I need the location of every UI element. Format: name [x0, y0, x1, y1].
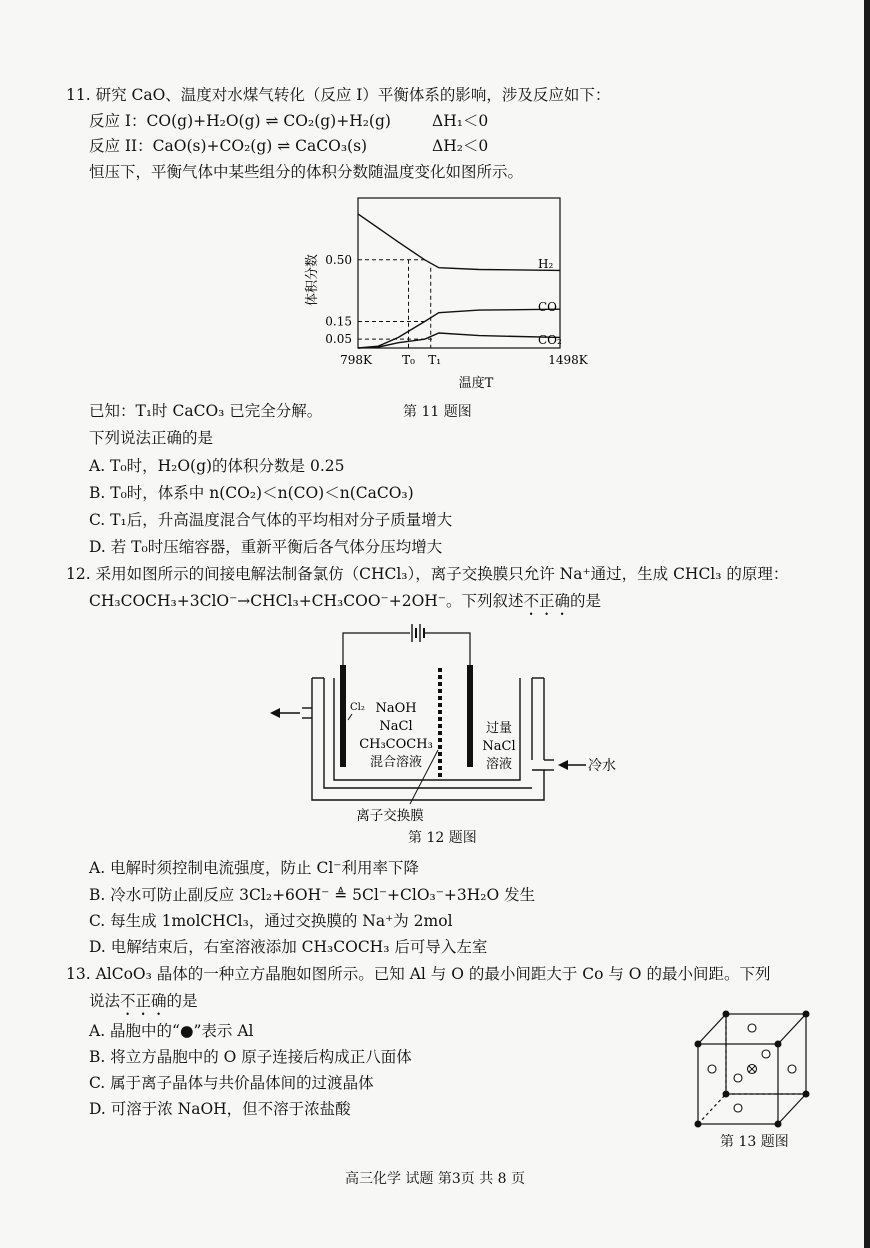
q11-reaction-1: 反应 I：CO(g)+H₂O(g) ⇌ CO₂(g)+H₂(g) — [89, 112, 391, 130]
q13-option-a: A. 晶胞中的“●”表示 Al — [89, 1022, 254, 1040]
q13-unit-cell — [688, 1008, 818, 1128]
chart-ylabel: 体积分数 — [305, 253, 320, 307]
y-tick-label: 0.15 — [325, 314, 352, 329]
q11-option-a: A. T₀时，H₂O(g)的体积分数是 0.25 — [89, 457, 345, 475]
q13-option-c: C. 属于离子晶体与共价晶体间的过渡晶体 — [89, 1074, 374, 1092]
q12-option-a: A. 电解时须控制电流强度，防止 Cl⁻利用率下降 — [89, 859, 419, 877]
left-chamber-line-2: NaCl — [379, 719, 413, 734]
series-co-line — [358, 309, 560, 348]
q11-reaction-2: 反应 II：CaO(s)+CO₂(g) ⇌ CaCO₃(s) — [89, 137, 368, 155]
body-center-atom — [748, 1065, 757, 1074]
q11-stem: 11. 研究 CaO、温度对水煤气转化（反应 I）平衡体系的影响，涉及反应如下： — [66, 86, 611, 104]
emphasis-not-correct: 不正确 — [120, 992, 167, 1010]
q12-apparatus — [262, 620, 632, 825]
left-chamber-line-4: 混合溶液 — [369, 755, 423, 770]
q11-reaction-1-dh: ΔH₁＜0 — [432, 112, 489, 130]
y-tick-label: 0.50 — [325, 252, 352, 267]
cathode — [467, 665, 473, 767]
emphasis-not-correct: 不正确 — [523, 592, 571, 610]
q12-stem-2: CH₃COCH₃+3ClO⁻→CHCl₃+CH₃COO⁻+2OH⁻。下列叙述不正确的是 — [89, 592, 602, 610]
q12-option-c: C. 每生成 1molCHCl₃，通过交换膜的 Na⁺为 2mol — [89, 912, 453, 930]
x-tick-label: T₁ — [428, 353, 442, 367]
right-chamber-line-3: 溶液 — [485, 757, 513, 772]
series-label: CO — [538, 300, 558, 314]
circuit-wire — [343, 633, 410, 665]
q11-description: 恒压下，平衡气体中某些组分的体积分数随温度变化如图所示。 — [89, 163, 524, 181]
series-label: CO₂ — [538, 333, 562, 347]
x-tick-label: 798K — [340, 353, 372, 367]
membrane-label: 离子交换膜 — [356, 808, 424, 824]
q11-known: 已知：T₁时 CaCO₃ 已完全分解。 — [89, 402, 323, 420]
q12-option-b: B. 冷水可防止副反应 3Cl₂+6OH⁻ ≜ 5Cl⁻+ClO₃⁻+3H₂O 发生 — [89, 886, 536, 904]
q13-option-b: B. 将立方晶胞中的 O 原子连接后构成正八面体 — [89, 1048, 412, 1066]
cold-water-label: 冷水 — [588, 758, 616, 774]
q11-ask: 下列说法正确的是 — [89, 429, 214, 447]
q12-stem-1: 12. 采用如图所示的间接电解法制备氯仿（CHCl₃），离子交换膜只允许 Na⁺通过，生成 CHCl₃ 的原理： — [66, 565, 789, 583]
chart-xlabel: 温度T — [458, 376, 494, 391]
q11-figure-caption: 第 11 题图 — [403, 404, 472, 420]
series-h2-line — [358, 214, 560, 271]
q13-stem-1: 13. AlCoO₃ 晶体的一种立方晶胞如图所示。已知 Al 与 O 的最小间距大于 Co 与 O 的最小间距。下列 — [66, 965, 771, 983]
left-chamber-line-3: CH₃COCH₃ — [359, 737, 433, 752]
anode — [340, 665, 346, 767]
left-chamber-line-1: NaOH — [375, 701, 417, 716]
y-tick-label: 0.05 — [325, 332, 352, 347]
x-tick-label: 1498K — [548, 353, 588, 367]
scan-edge — [864, 0, 870, 1248]
right-chamber-line-2: NaCl — [482, 739, 516, 754]
page-footer: 高三化学 试题 第3页 共 8 页 — [344, 1171, 526, 1187]
series-label: H₂ — [538, 257, 554, 271]
right-chamber-line-1: 过量 — [485, 721, 513, 736]
q11-option-c: C. T₁后，升高温度混合气体的平均相对分子质量增大 — [89, 511, 453, 529]
q13-stem-2: 说法不正确的是 — [89, 992, 198, 1010]
q11-chart — [290, 190, 600, 395]
q13-figure-caption: 第 13 题图 — [720, 1134, 789, 1150]
q12-option-d: D. 电解结束后，右室溶液添加 CH₃COCH₃ 后可导入左室 — [89, 938, 488, 956]
q11-option-d: D. 若 T₀时压缩容器，重新平衡后各气体分压均增大 — [89, 538, 443, 556]
q11-option-b: B. T₀时，体系中 n(CO₂)＜n(CO)＜n(CaCO₃) — [89, 484, 414, 502]
series-co2-line — [358, 333, 560, 348]
chart-frame — [358, 198, 560, 348]
q11-reaction-2-dh: ΔH₂＜0 — [432, 137, 489, 155]
cl2-label: Cl₂ — [350, 702, 365, 713]
q13-option-d: D. 可溶于浓 NaOH，但不溶于浓盐酸 — [89, 1100, 351, 1118]
x-tick-label: T₀ — [402, 353, 415, 367]
q12-figure-caption: 第 12 题图 — [408, 830, 477, 846]
